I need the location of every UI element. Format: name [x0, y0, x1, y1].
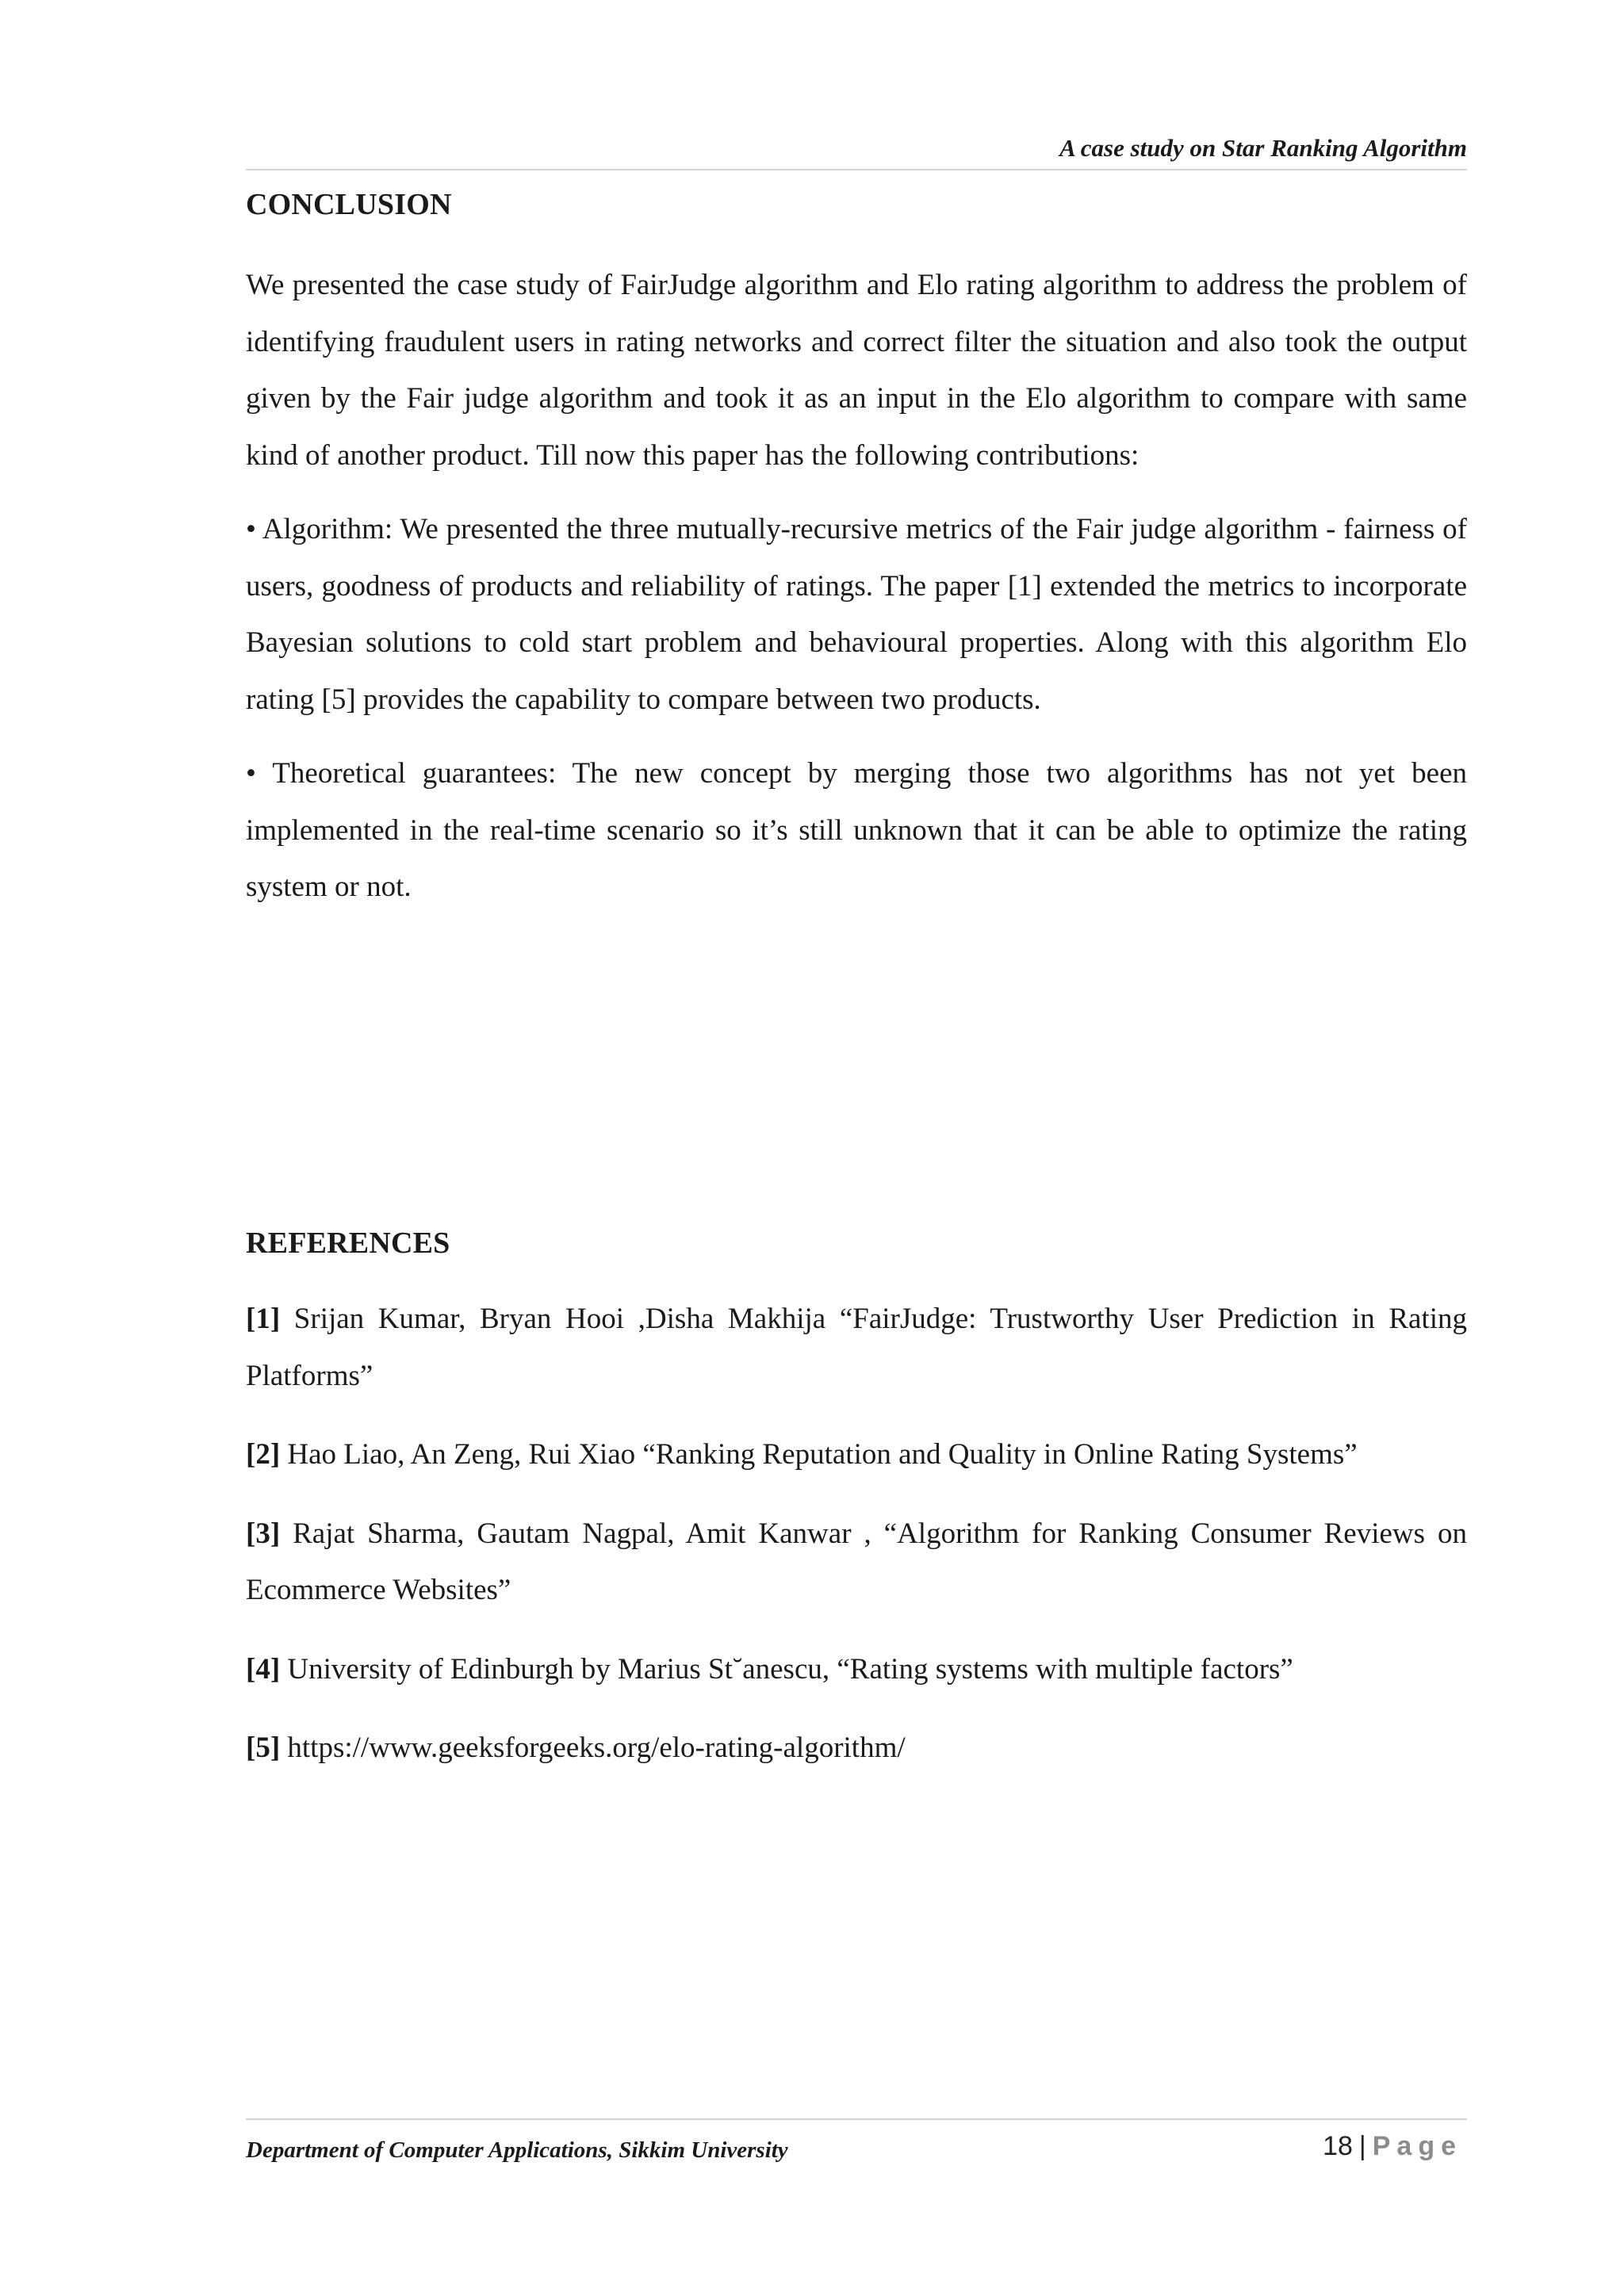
reference-text: Srijan Kumar, Bryan Hooi ,Disha Makhija “FairJudge: Trustworthy User Prediction in Rating Platforms”	[246, 1303, 1467, 1392]
conclusion-section	[246, 181, 1467, 916]
footer-department: Department of Computer Applications, Sikkim University	[246, 2137, 788, 2163]
reference-item	[246, 1426, 1467, 1483]
reference-number: [4]	[246, 1652, 281, 1686]
reference-item	[246, 1506, 1467, 1619]
page-number: 18	[1323, 2131, 1353, 2161]
reference-text: Rajat Sharma, Gautam Nagpal, Amit Kanwar , “Algorithm for Ranking Consumer Reviews on Ecommerce Websites”	[246, 1517, 1467, 1606]
reference-item	[246, 1641, 1467, 1698]
page-label: Page	[1372, 2131, 1462, 2161]
reference-number: [1]	[246, 1303, 281, 1335]
conclusion-intro-paragraph: We presented the case study of FairJudge algorithm and Elo rating algorithm to address the problem of identifying fraudulent users in rating networks and correct filter the situation and also took the output given by the Fair judge algorithm and took it as an input in the Elo algorithm to compare with same kind of another product. Till now this paper has the following contributions:	[246, 269, 1467, 472]
page-separator: |	[1358, 2131, 1366, 2161]
reference-text: University of Edinburgh by Marius St˘anescu, “Rating systems with multiple factors”	[280, 1652, 1293, 1686]
references-list	[246, 1291, 1467, 1799]
references-heading: REFERENCES	[246, 1226, 450, 1260]
page-footer	[246, 2118, 1467, 2175]
reference-url[interactable]: https://www.geeksforgeeks.org/elo-rating-algorithm/	[280, 1732, 906, 1764]
conclusion-heading: CONCLUSION	[246, 188, 452, 221]
reference-item	[246, 1291, 1467, 1404]
footer-page-number	[1323, 2131, 1462, 2162]
reference-item	[246, 1720, 1467, 1777]
header-title: A case study on Star Ranking Algorithm	[1059, 134, 1467, 162]
reference-text: Hao Liao, An Zeng, Rui Xiao “Ranking Reputation and Quality in Online Rating Systems”	[280, 1438, 1358, 1471]
algorithm-bullet-paragraph: • Algorithm: We presented the three mutually-recursive metrics of the Fair judge algorithm - fairness of users, goodness of products and reliability of ratings. The paper [1] extended the metrics to incorporate Bayesian solutions to cold start problem and behavioural properties. Along with this algorithm Elo rating [5] provides the capability to compare between two products.	[246, 513, 1467, 716]
reference-number: [5]	[246, 1732, 281, 1764]
page-header	[246, 131, 1467, 170]
reference-number: [2]	[246, 1438, 281, 1471]
guarantees-bullet-paragraph: • Theoretical guarantees: The new concept by merging those two algorithms has not yet been implemented in the real-time scenario so it’s still unknown that it can be able to optimize the rating system or not.	[246, 757, 1467, 903]
reference-number: [3]	[246, 1517, 281, 1550]
